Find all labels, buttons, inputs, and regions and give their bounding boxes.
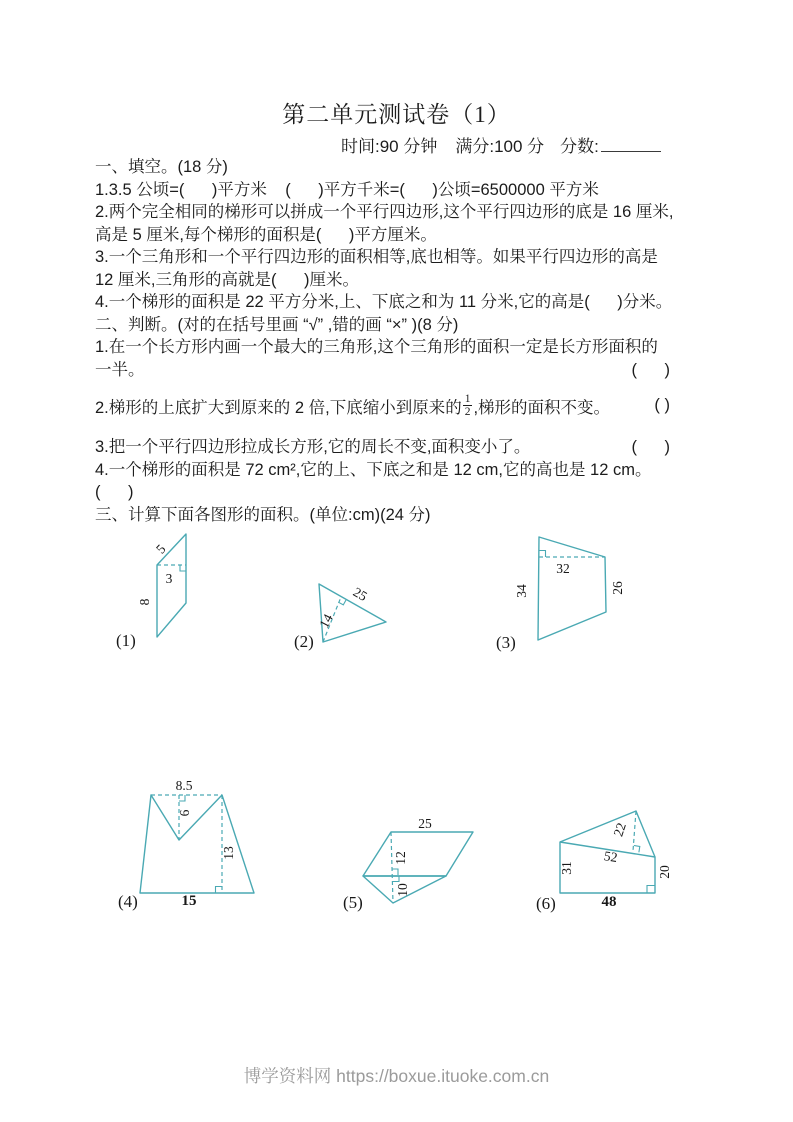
- figure-2-caption: (2): [294, 632, 314, 651]
- figure-4-base-label: 15: [181, 893, 197, 909]
- figure-6-base-label: 48: [601, 894, 617, 910]
- figure-2-height-label: 14: [316, 611, 336, 631]
- figure-1-parallelogram: [116, 534, 186, 650]
- figure-5-para-height-label: 12: [393, 851, 408, 865]
- time-label: 时间:90 分钟: [341, 137, 438, 156]
- section2-heading: 二、判断。(对的在括号里画 “√” ,错的画 “×” )(8 分): [95, 315, 459, 334]
- judge-q4-line1: 4.一个梯形的面积是 72 cm²,它的上、下底之和是 12 cm,它的高也是 12 cm。: [95, 460, 652, 479]
- judge-q3-answer-parens: ( ): [631, 438, 670, 456]
- judge-q1-text: 一半。: [95, 360, 145, 379]
- figure-3-left-label: 34: [514, 584, 529, 598]
- figure-4-notched-trapezoid: [118, 778, 254, 911]
- fraction-denominator: 2: [464, 406, 471, 418]
- judge-q1-answer-parens: ( ): [631, 360, 670, 379]
- figure-3-caption: (3): [496, 633, 516, 652]
- figure-3-right-label: 26: [610, 581, 625, 595]
- judge-q3-text: 3.把一个平行四边形拉成长方形,它的周长不变,面积变小了。: [95, 438, 531, 456]
- figure-6-left-label: 31: [559, 861, 574, 875]
- figure-1-slant-label: 5: [152, 541, 169, 557]
- figure-6-right-label: 20: [657, 865, 672, 879]
- figure-3-trapezoid: [496, 537, 625, 652]
- fill-q2-line2: 高是 5 厘米,每个梯形的面积是( )平方厘米。: [95, 225, 437, 244]
- fill-q2-line1: 2.两个完全相同的梯形可以拼成一个平行四边形,这个平行四边形的底是 16 厘米,: [95, 203, 674, 221]
- judge-q2-prefix: 2.梯形的上底扩大到原来的 2 倍,下底缩小到原来的: [95, 398, 462, 417]
- fill-q1: 1.3.5 公顷=( )平方米 ( )平方千米=( )公顷=6500000 平方米: [95, 180, 599, 199]
- fill-q3-line1: 3.一个三角形和一个平行四边形的面积相等,底也相等。如果平行四边形的高是: [95, 248, 658, 266]
- page-title: 第二单元测试卷（1）: [282, 102, 511, 127]
- score-blank-line: [601, 135, 661, 152]
- figure-4-caption: (4): [118, 892, 138, 911]
- figure-6-composite: [536, 811, 672, 913]
- figure-1-side-label: 8: [137, 598, 152, 606]
- judge-q2-answer-parens: ( ): [654, 396, 670, 414]
- score-label: 分数:: [560, 137, 599, 156]
- fill-q3-line2: 12 厘米,三角形的高就是( )厘米。: [95, 270, 360, 289]
- test-body: [95, 156, 674, 526]
- fraction-numerator: 1: [464, 392, 471, 405]
- fill-q4: 4.一个梯形的面积是 22 平方分米,上、下底之和为 11 分米,它的高是( )分米。: [95, 293, 673, 311]
- figure-2-triangle: [294, 584, 386, 651]
- judge-q1-line2: [95, 359, 670, 382]
- judge-q3-line: [95, 436, 670, 459]
- figure-5-base-label: 25: [418, 816, 432, 831]
- section1-heading: 一、填空。(18 分): [95, 158, 228, 176]
- figure-6-diagonal-label: 52: [602, 848, 619, 866]
- footer-watermark: 博学资料网 https://boxue.ituoke.com.cn: [243, 1066, 550, 1086]
- judge-q4-answer-parens: ( ): [95, 483, 134, 501]
- figure-4-top-label: 8.5: [175, 778, 193, 793]
- judge-q2-line: [95, 381, 670, 430]
- figure-5-tri-height-label: 10: [395, 883, 410, 897]
- figure-3-top-label: 32: [556, 561, 570, 576]
- full-score-label: 满分:100 分: [455, 137, 545, 156]
- judge-q1-line1: 1.在一个长方形内画一个最大的三角形,这个三角形的面积一定是长方形面积的: [95, 338, 658, 356]
- figure-1-caption: (1): [116, 631, 136, 650]
- figure-1-height-label: 3: [165, 571, 173, 586]
- figure-6-caption: (6): [536, 894, 556, 913]
- figure-4-notch-height-label: 6: [177, 809, 192, 817]
- figure-5-caption: (5): [343, 893, 363, 912]
- figure-4-height-label: 13: [221, 846, 236, 860]
- figure-5-parallelogram-triangle: [343, 816, 473, 912]
- fraction-one-half: [463, 393, 473, 418]
- judge-q2-suffix: ,梯形的面积不变。: [473, 398, 611, 417]
- figure-2-base-label: 25: [350, 584, 370, 604]
- exam-meta: [341, 132, 661, 157]
- section3-heading: 三、计算下面各图形的面积。(单位:cm)(24 分): [95, 505, 431, 524]
- figure-6-tri-height-label: 22: [610, 820, 629, 839]
